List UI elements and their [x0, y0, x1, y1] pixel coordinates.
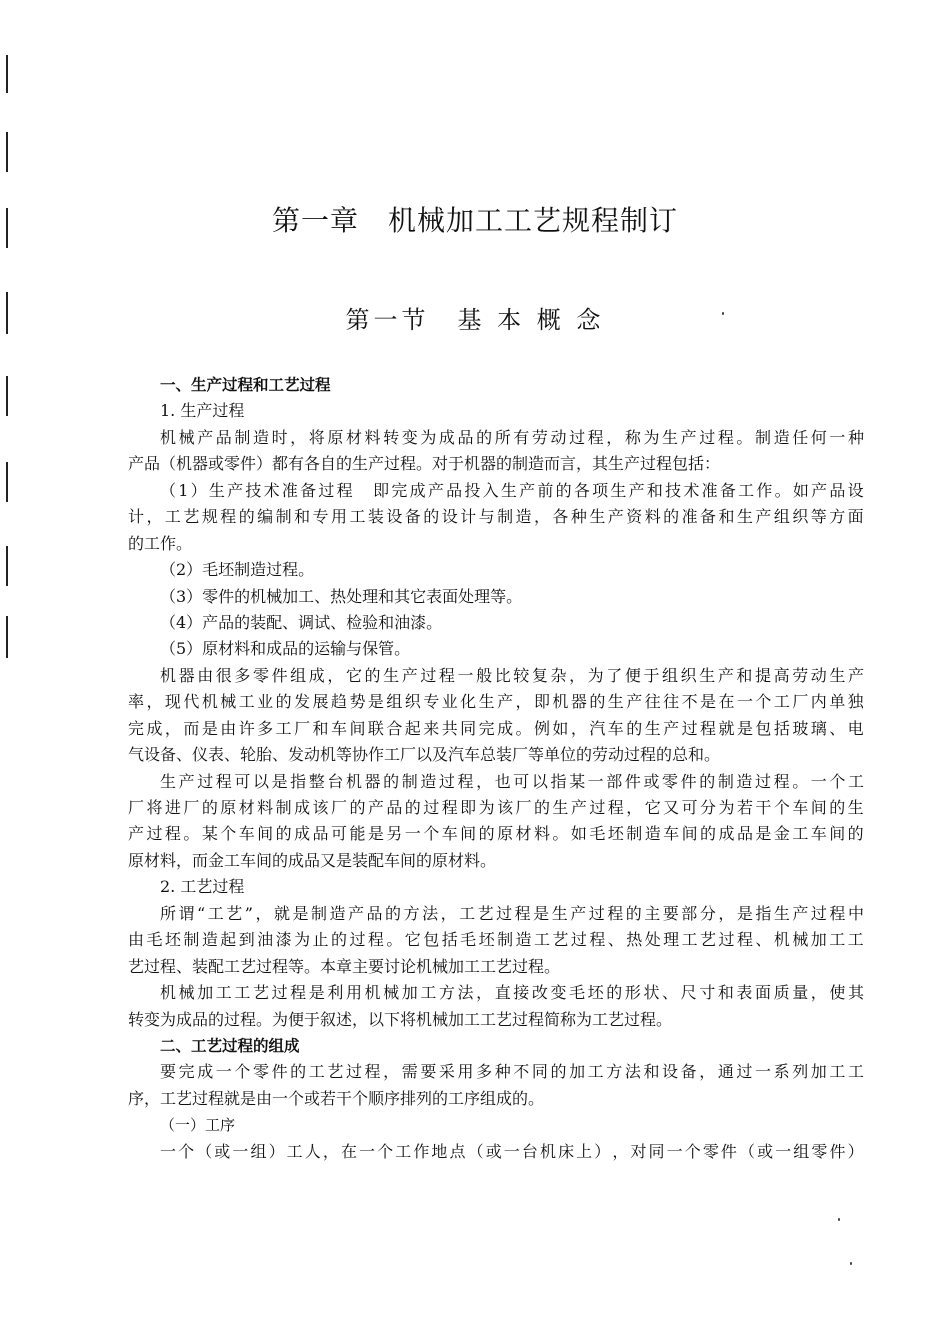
- text-line: 生 产 过 程 可 以 是 指 整 台 机 器 的 制 造 过 程 ， 也 可 以 指 某 一 部 件 或 零 件 的 制 造 过 程 。 一 个 工: [160, 771, 864, 791]
- section-heading: 一、生产过程和工艺过程: [160, 376, 331, 394]
- text-line: 计 ， 工 艺 规 程 的 编 制 和 专 用 工 装 设 备 的 设 计 与 制 造 ， 各 种 生 产 资 料 的 准 备 和 生 产 组 织 等 方 面: [128, 507, 864, 527]
- text-line: 所 谓 “ 工 艺 ” ， 就 是 制 造 产 品 的 方 法 ， 工 艺 过 程 是 生 产 过 程 的 主 要 部 分 ， 是 指 生 产 过 程 中: [160, 903, 864, 923]
- scan-mark: [6, 132, 8, 172]
- chapter-title: 第一章 机械加工工艺规程制订: [271, 204, 678, 237]
- text-line: 产 过 程 。 某 个 车 间 的 成 品 可 能 是 另 一 个 车 间 的 原 材 料 。 如 毛 坯 制 造 车 间 的 成 品 是 金 工 车 间 的: [128, 824, 864, 844]
- text-line: 艺过程、装配工艺过程等。本章主要讨论机械加工工艺过程。: [128, 956, 561, 976]
- text-line: 产品（机器或零件）都有各自的生产过程。对于机器的制造而言，其生产过程包括：: [128, 454, 721, 474]
- text-line: 一 个 （ 或 一 组 ） 工 人 ， 在 一 个 工 作 地 点 （ 或 一 台 机 床 上 ） ， 对 同 一 个 零 件 （ 或 一 组 零 件 ）: [160, 1141, 864, 1161]
- text-line: 序，工艺过程就是由一个或若干个顺序排列的工序组成的。: [128, 1088, 545, 1108]
- text-line: 要 完 成 一 个 零 件 的 工 艺 过 程 ， 需 要 采 用 多 种 不 同 的 加 工 方 法 和 设 备 ， 通 过 一 系 列 加 工 工: [160, 1062, 864, 1082]
- scan-mark: [6, 55, 8, 93]
- subsection-heading: 1. 生产过程: [160, 401, 245, 421]
- text-line: 原材料，而金工车间的成品又是装配车间的原材料。: [128, 850, 497, 870]
- scan-mark: [6, 376, 8, 416]
- body-text: [128, 372, 864, 1165]
- text-line: 机 械 加 工 工 艺 过 程 是 利 用 机 械 加 工 方 法 ， 直 接 改 变 毛 坯 的 形 状 、 尺 寸 和 表 面 质 量 ， 使 其: [160, 983, 864, 1003]
- text-line: 由 毛 坯 制 造 起 到 油 漆 为 止 的 过 程 。 它 包 括 毛 坯 制 造 工 艺 过 程 、 热 处 理 工 艺 过 程 、 机 械 加 工 工: [128, 930, 864, 950]
- scan-speck: [838, 1218, 840, 1221]
- text-line: 机 器 由 很 多 零 件 组 成 ， 它 的 生 产 过 程 一 般 比 较 复 杂 ， 为 了 便 于 组 织 生 产 和 提 高 劳 动 生 产: [160, 665, 864, 685]
- scan-mark: [6, 616, 8, 658]
- text-line: 厂 将 进 厂 的 原 材 料 制 成 该 厂 的 产 品 的 过 程 即 为 该 厂 的 生 产 过 程 ， 它 又 可 分 为 若 干 个 车 间 的 生: [128, 798, 864, 817]
- text-line: （2）毛坯制造过程。: [160, 560, 315, 580]
- text-line: 气设备、仪表、轮胎、发动机等协作工厂以及汽车总装厂等单位的劳动过程的总和。: [128, 745, 721, 765]
- text-line: （3）零件的机械加工、热处理和其它表面处理等。: [160, 586, 523, 606]
- subsection-heading: 2. 工艺过程: [160, 877, 245, 897]
- scan-mark: [6, 546, 8, 586]
- text-line: 率 ， 现 代 机 械 工 业 的 发 展 趋 势 是 组 织 专 业 化 生 产 ， 即 机 器 的 生 产 往 往 不 是 在 一 个 工 厂 内 单 独: [128, 692, 864, 712]
- section-heading: 二、工艺过程的组成: [160, 1036, 300, 1055]
- text-line: （4）产品的装配、调试、检验和油漆。: [160, 612, 443, 632]
- text-line: 完 成 ， 而 是 由 许 多 工 厂 和 车 间 联 合 起 来 共 同 完 成 。 例 如 ， 汽 车 的 生 产 过 程 就 是 包 括 玻 璃 、 电: [128, 718, 864, 738]
- text-line: （5）原材料和成品的运输与保管。: [160, 639, 411, 659]
- text-line: 的工作。: [128, 533, 193, 553]
- scan-mark: [6, 462, 8, 502]
- scan-speck: [850, 1262, 852, 1265]
- text-line: （ 1 ） 生 产 技 术 准 备 过 程 即 完 成 产 品 投 入 生 产 前 的 各 项 生 产 和 技 术 准 备 工 作 。 如 产 品 设: [160, 480, 864, 500]
- text-line: 机 械 产 品 制 造 时 ， 将 原 材 料 转 变 为 成 品 的 所 有 劳 动 过 程 ， 称 为 生 产 过 程 。 制 造 任 何 一 种: [160, 427, 864, 447]
- text-line: 转变为成品的过程。为便于叙述，以下将机械加工工艺过程简称为工艺过程。: [128, 1009, 673, 1029]
- section-title: 第一节 基 本 概 念: [345, 306, 605, 334]
- subsection-heading: （一）工序: [160, 1116, 236, 1135]
